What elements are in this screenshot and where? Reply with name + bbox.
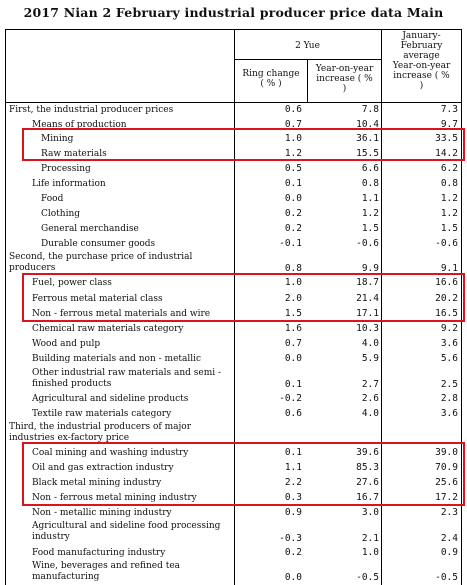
row-label: Building materials and non - metallic — [32, 354, 202, 364]
ring-change-value: 0.7 — [284, 338, 302, 349]
table-row — [5, 207, 462, 222]
year-on-year-value: 2.7 — [361, 379, 379, 390]
header-year-on-year: Year-on-year increase ( % ) — [315, 64, 374, 94]
year-on-year-value: -0.6 — [356, 238, 379, 249]
jan-feb-average-value: 2.5 — [440, 379, 458, 390]
year-on-year-value: 85.3 — [356, 462, 379, 473]
table-row — [5, 222, 462, 237]
ring-change-value: 0.3 — [284, 492, 302, 503]
header-jan-feb-average: January- February average Year-on-year increase ( % ) — [392, 31, 451, 91]
page-title: 2017 Nian 2 February industrial producer price data Main — [23, 5, 444, 20]
ring-change-value: -0.2 — [279, 393, 302, 404]
row-label: Clothing — [41, 209, 81, 219]
data-table — [5, 29, 462, 585]
ring-change-value: 0.7 — [284, 119, 302, 130]
ring-change-value: -0.1 — [279, 238, 302, 249]
table-row — [5, 103, 462, 118]
year-on-year-value: 5.9 — [361, 353, 379, 364]
year-on-year-value: 36.1 — [356, 133, 379, 144]
row-label: Life information — [32, 179, 106, 189]
row-label: Wine, beverages and refined tea manufacturing — [32, 561, 181, 582]
table-row — [5, 352, 462, 368]
row-label: Wood and pulp — [32, 339, 101, 349]
jan-feb-average-value: 3.6 — [440, 408, 458, 419]
year-on-year-value: 10.3 — [356, 323, 379, 334]
table-row — [5, 368, 462, 392]
ring-change-value: 0.9 — [284, 507, 302, 518]
ring-change-value: 2.2 — [284, 477, 302, 488]
row-label: Agricultural and sideline products — [32, 394, 189, 404]
row-label: Textile raw materials category — [32, 409, 172, 419]
year-on-year-value: 1.1 — [361, 193, 379, 204]
year-on-year-value: 21.4 — [356, 293, 379, 304]
jan-feb-average-value: 6.2 — [440, 163, 458, 174]
ring-change-value: 0.1 — [284, 447, 302, 458]
jan-feb-average-value: 7.3 — [440, 104, 458, 115]
header-group-label: 2 Yue — [295, 41, 320, 51]
jan-feb-average-value: 2.8 — [440, 393, 458, 404]
table-row — [5, 237, 462, 252]
row-label: Means of production — [32, 120, 127, 130]
row-label: Non - metallic mining industry — [32, 508, 172, 518]
ring-change-value: 1.6 — [284, 323, 302, 334]
year-on-year-value: 1.5 — [361, 223, 379, 234]
row-label: Chemical raw materials category — [32, 324, 184, 334]
year-on-year-value: 15.5 — [356, 148, 379, 159]
row-label: Fuel, power class — [32, 278, 112, 288]
row-label: Processing — [41, 164, 91, 174]
jan-feb-average-value: 25.6 — [435, 477, 458, 488]
year-on-year-value: 0.8 — [361, 178, 379, 189]
row-label: Food — [41, 194, 64, 204]
table-row — [5, 162, 462, 177]
year-on-year-value: 9.9 — [361, 263, 379, 274]
ring-change-value: 0.2 — [284, 208, 302, 219]
jan-feb-average-value: 39.0 — [435, 447, 458, 458]
ring-change-value: 0.0 — [284, 572, 302, 583]
row-label: Non - ferrous metal materials and wire — [32, 309, 211, 319]
jan-feb-average-value: 33.5 — [435, 133, 458, 144]
highlight-box-fuel-metals — [22, 273, 465, 322]
jan-feb-average-value: -0.5 — [435, 572, 458, 583]
row-label: Second, the purchase price of industrial producers — [9, 252, 193, 273]
year-on-year-value: 16.7 — [356, 492, 379, 503]
row-label: First, the industrial producer prices — [9, 105, 174, 115]
year-on-year-value: 17.1 — [356, 308, 379, 319]
jan-feb-average-value: 2.3 — [440, 507, 458, 518]
row-label: Other industrial raw materials and semi - finished products — [32, 368, 222, 389]
jan-feb-average-value: -0.6 — [435, 238, 458, 249]
jan-feb-average-value: 16.6 — [435, 277, 458, 288]
table-row — [5, 337, 462, 352]
header-group-line — [234, 59, 381, 60]
highlight-box-mining-industries — [22, 442, 465, 506]
table-row — [5, 407, 462, 422]
jan-feb-average-value: 3.6 — [440, 338, 458, 349]
ring-change-value: 0.2 — [284, 547, 302, 558]
row-label: Non - ferrous metal mining industry — [32, 493, 197, 503]
ring-change-value: 0.1 — [284, 178, 302, 189]
row-label: Third, the industrial producers of major industries ex-factory price — [9, 422, 192, 443]
table-row — [5, 392, 462, 407]
jan-feb-average-value: 0.9 — [440, 547, 458, 558]
ring-change-value: 1.1 — [284, 462, 302, 473]
row-label: Coal mining and washing industry — [32, 448, 189, 458]
ring-change-value: 0.8 — [284, 263, 302, 274]
year-on-year-value: 18.7 — [356, 277, 379, 288]
year-on-year-value: 27.6 — [356, 477, 379, 488]
year-on-year-value: -0.5 — [356, 572, 379, 583]
table-row — [5, 192, 462, 207]
jan-feb-average-value: 17.2 — [435, 492, 458, 503]
row-label: Agricultural and sideline food processing industry — [32, 521, 221, 542]
table-row — [5, 521, 462, 546]
jan-feb-average-value: 9.7 — [440, 119, 458, 130]
ring-change-value: 0.6 — [284, 104, 302, 115]
jan-feb-average-value: 70.9 — [435, 462, 458, 473]
ring-change-value: 0.2 — [284, 223, 302, 234]
header-ring-change: Ring change ( % ) — [242, 69, 300, 89]
jan-feb-average-value: 16.5 — [435, 308, 458, 319]
ring-change-value: 1.0 — [284, 277, 302, 288]
year-on-year-value: 6.6 — [361, 163, 379, 174]
ring-change-value: 1.0 — [284, 133, 302, 144]
table-row — [5, 322, 462, 337]
jan-feb-average-value: 20.2 — [435, 293, 458, 304]
ring-change-value: 0.6 — [284, 408, 302, 419]
ring-change-value: 1.2 — [284, 148, 302, 159]
jan-feb-average-value: 1.2 — [440, 208, 458, 219]
ring-change-value: 0.0 — [284, 193, 302, 204]
row-label: Mining — [41, 134, 74, 144]
year-on-year-value: 3.0 — [361, 507, 379, 518]
row-label: Black metal mining industry — [32, 478, 162, 488]
ring-change-value: -0.3 — [279, 533, 302, 544]
row-label: Oil and gas extraction industry — [32, 463, 174, 473]
year-on-year-value: 1.0 — [361, 547, 379, 558]
jan-feb-average-value: 1.2 — [440, 193, 458, 204]
table-row — [5, 546, 462, 561]
year-on-year-value: 39.6 — [356, 447, 379, 458]
highlight-box-mining — [22, 128, 465, 161]
row-label: General merchandise — [41, 224, 139, 234]
year-on-year-value: 7.8 — [361, 104, 379, 115]
year-on-year-value: 1.2 — [361, 208, 379, 219]
year-on-year-value: 4.0 — [361, 338, 379, 349]
jan-feb-average-value: 9.2 — [440, 323, 458, 334]
row-label: Ferrous metal material class — [32, 294, 163, 304]
row-label: Raw materials — [41, 149, 107, 159]
year-on-year-value: 2.1 — [361, 533, 379, 544]
ring-change-value: 1.5 — [284, 308, 302, 319]
ring-change-value: 0.5 — [284, 163, 302, 174]
year-on-year-value: 10.4 — [356, 119, 379, 130]
year-on-year-value: 4.0 — [361, 408, 379, 419]
jan-feb-average-value: 2.4 — [440, 533, 458, 544]
year-on-year-value: 2.6 — [361, 393, 379, 404]
ring-change-value: 2.0 — [284, 293, 302, 304]
table-row — [5, 177, 462, 192]
jan-feb-average-value: 9.1 — [440, 263, 458, 274]
jan-feb-average-value: 1.5 — [440, 223, 458, 234]
jan-feb-average-value: 5.6 — [440, 353, 458, 364]
row-label: Food manufacturing industry — [32, 548, 166, 558]
ring-change-value: 0.0 — [284, 353, 302, 364]
table-row — [5, 506, 462, 521]
jan-feb-average-value: 14.2 — [435, 148, 458, 159]
row-label: Durable consumer goods — [41, 239, 156, 249]
ring-change-value: 0.1 — [284, 379, 302, 390]
table-row — [5, 561, 462, 585]
jan-feb-average-value: 0.8 — [440, 178, 458, 189]
